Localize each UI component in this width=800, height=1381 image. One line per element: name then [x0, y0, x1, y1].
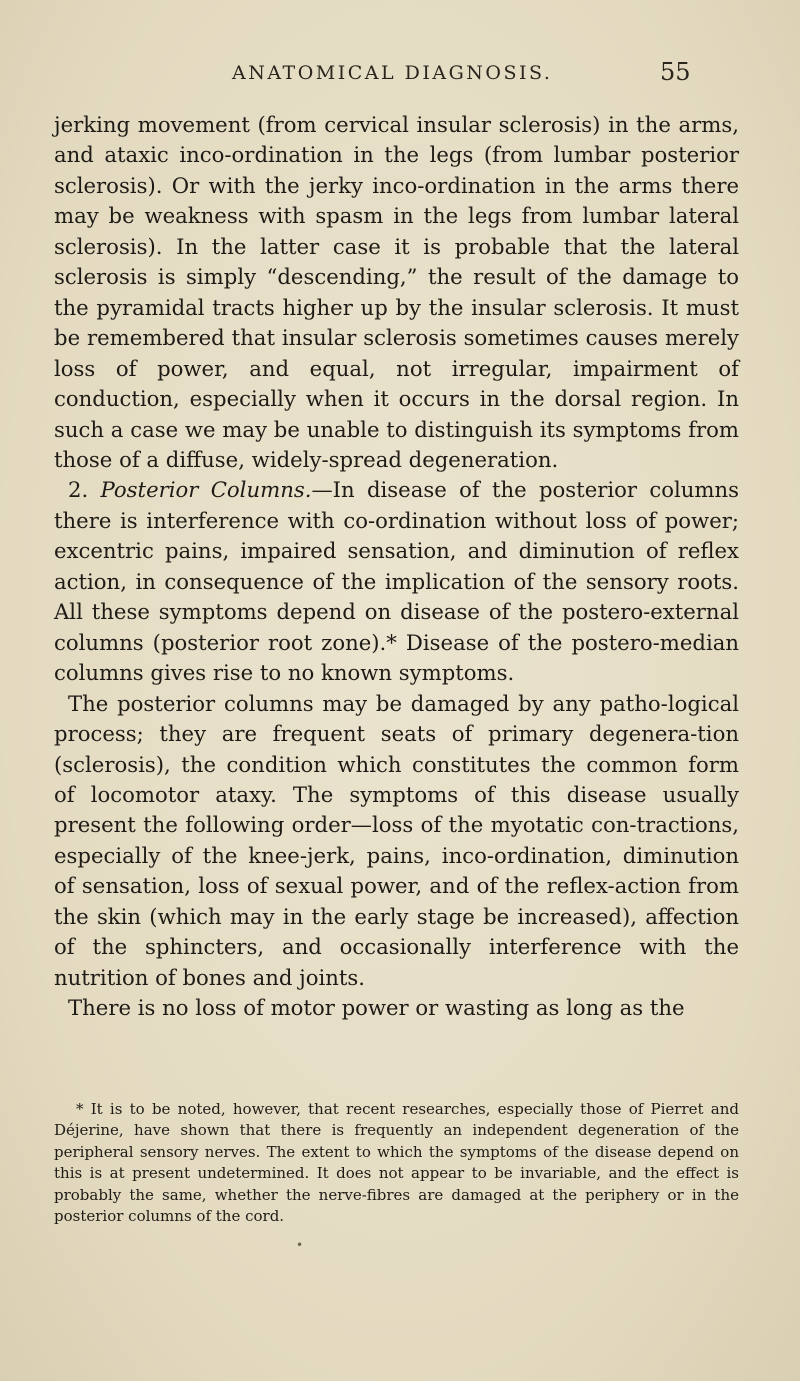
section-number: 2. — [68, 477, 89, 503]
paragraph-2-text: —In disease of the posterior columns there is interference with co-ordination without loss of power; excentric pains, impaired sensation, and diminution of reflex action, in consequence of the implication of the sensory roots. All these symptoms depend on disease of the postero-external columns (posterior root zone).* Disease of the postero-median columns gives rise to no known symptoms. — [54, 477, 739, 686]
body-text — [54, 110, 739, 1024]
paragraph-3: The posterior columns may be damaged by any patho-logical process; they are frequent seats of primary degenera-tion (sclerosis), the condition which constitutes the common form of locomotor ataxy. The symptoms of this disease usually present the following order—loss of the myotatic con-tractions, especially of the knee-jerk, pains, inco-ordination, diminution of sensation, loss of sexual power, and of the reflex-action from the skin (which may in the early stage be increased), affection of the sphincters, and occasionally interference with the nutrition of bones and joints. — [54, 690, 739, 990]
stray-mark: • — [296, 1238, 304, 1252]
footnote: * It is to be noted, however, that recent researches, especially those of Pierret and Déjerine, have shown that there is frequently an independent degeneration of the peripheral sensory nerves. The extent to which the symptoms of the disease depend on this is at present undetermined. It does not appear to be invariable, and the effect is probably the same, whether the nerve-fibres are damaged at the periphery or in the posterior columns of the cord. — [54, 1100, 739, 1226]
section-title: Posterior Columns. — [100, 477, 312, 503]
paragraph-1: jerking movement (from cervical insular sclerosis) in the arms, and ataxic inco-ordination in the legs (from lumbar posterior sclerosis). Or with the jerky inco-ordination in the arms there may be weakness with spasm in the legs from lumbar lateral sclerosis). In the latter case it is probable that the lateral sclerosis is simply “descending,” the result of the damage to the pyramidal tracts higher up by the insular sclerosis. It must be remembered that insular sclerosis sometimes causes merely loss of power, and equal, not irregular, impairment of conduction, especially when it occurs in the dorsal region. In such a case we may be unable to distinguish its symptoms from those of a diffuse, widely-spread degeneration. — [54, 112, 739, 472]
footnote-area — [54, 1099, 739, 1227]
running-title: ANATOMICAL DIAGNOSIS. — [232, 62, 553, 84]
page-number: 55 — [660, 58, 691, 86]
paragraph-2 — [54, 475, 739, 688]
paragraph-4: There is no loss of motor power or wasting as long as the — [68, 995, 685, 1021]
